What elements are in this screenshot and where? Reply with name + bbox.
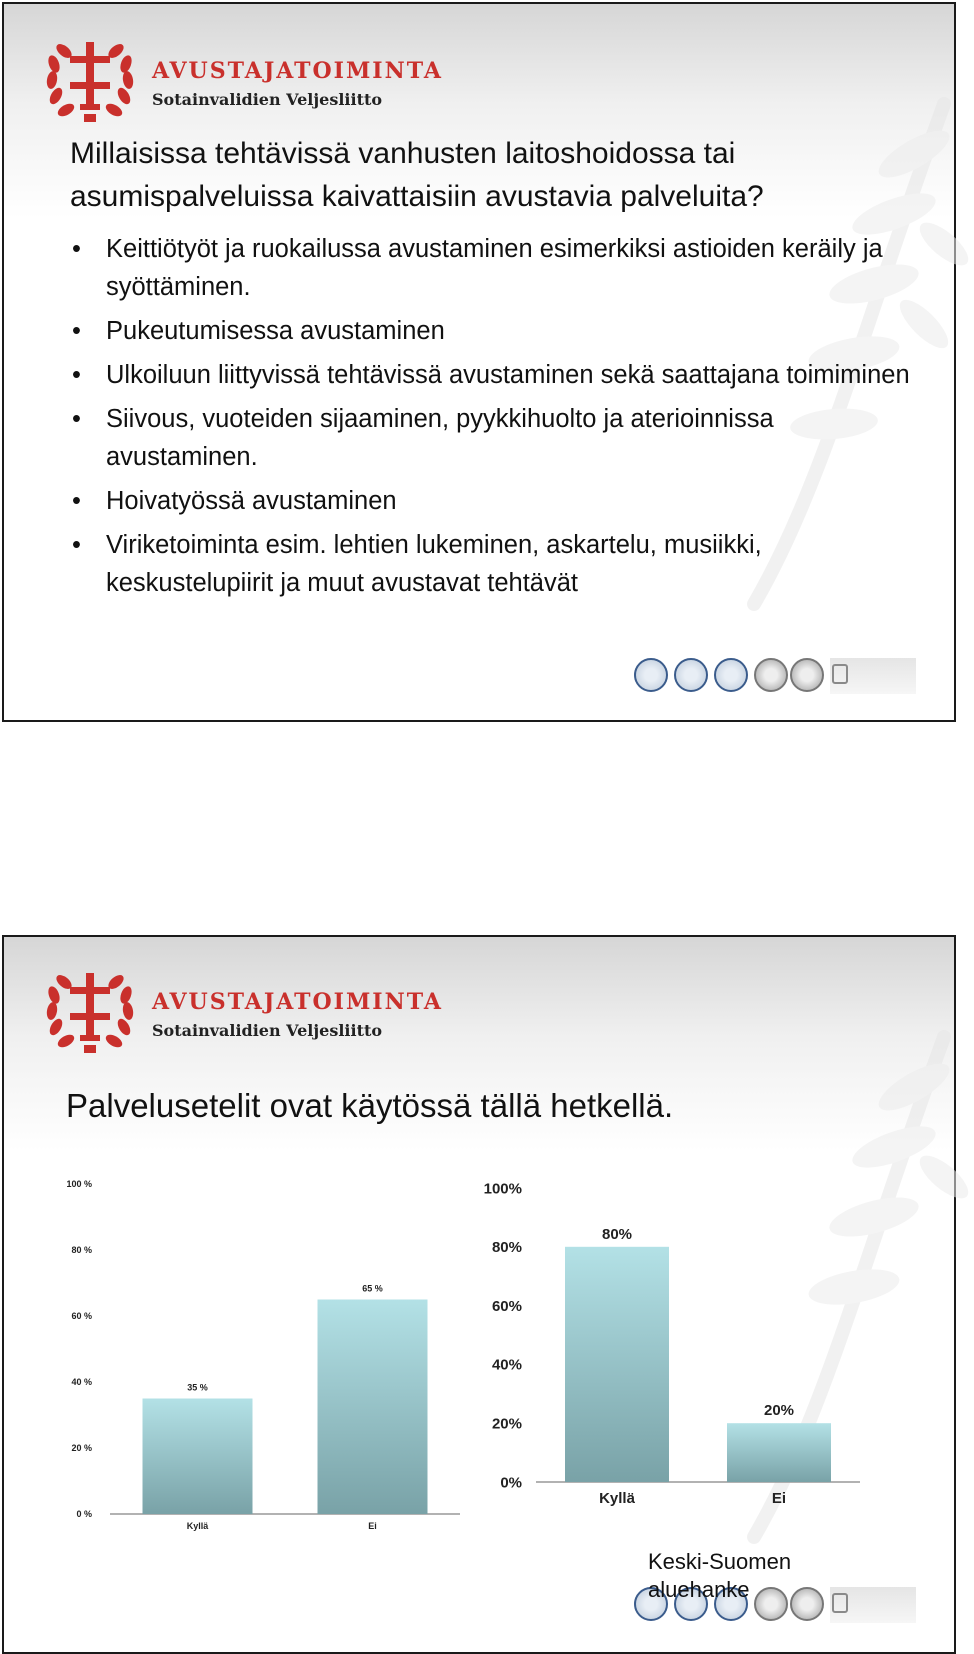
bar — [143, 1399, 253, 1515]
bullet-text: Ulkoiluun liittyvissä tehtävissä avustaminen sekä saattajana toimiminen — [106, 361, 910, 389]
bullet-glyph: • — [72, 361, 81, 389]
y-tick-label: 0% — [500, 1474, 522, 1492]
brand-logo — [40, 34, 443, 126]
bullet-text: Keittiötyöt ja ruokailussa avustaminen esimerkiksi astioiden keräily ja syöttäminen. — [106, 235, 883, 301]
bullet-item — [70, 312, 920, 350]
bar — [565, 1247, 669, 1482]
x-tick-label: Kyllä — [186, 1521, 209, 1531]
partner-emblem-icon — [634, 658, 668, 692]
y-tick-label: 40% — [491, 1356, 522, 1374]
footer-note: Keski-Suomen aluehanke — [648, 1549, 792, 1602]
partner-v-shield-icon — [674, 658, 708, 692]
bullet-glyph: • — [72, 487, 81, 515]
y-tick-label: 100 % — [66, 1179, 92, 1190]
ely-centre-logo — [830, 658, 916, 694]
y-tick-label: 80 % — [71, 1245, 92, 1256]
bar — [318, 1300, 428, 1515]
brand-logo — [40, 965, 443, 1057]
slide-1-heading: Millaisissa tehtävissä vanhusten laitoshoidossa tai asumispalveluissa kaivattaisiin avustavia palveluita? — [70, 137, 764, 213]
ely-mark-icon — [832, 664, 848, 684]
bullet-glyph: • — [72, 317, 81, 345]
bullet-glyph: • — [72, 235, 81, 263]
chart-right — [483, 1170, 910, 1510]
x-tick-label: Kyllä — [599, 1490, 635, 1507]
x-tick-label: Ei — [771, 1490, 787, 1507]
laurel-emblem-icon — [40, 34, 140, 126]
brand-title: AVUSTAJATOIMINTA — [152, 58, 443, 84]
brand-subtitle: Sotainvalidien Veljesliitto — [152, 1021, 383, 1040]
y-tick-label: 0 % — [76, 1509, 92, 1520]
bullet-item — [70, 526, 920, 602]
bullet-text: Hoivatyössä avustaminen — [106, 487, 397, 515]
y-tick-label: 20 % — [71, 1443, 92, 1454]
bullet-item — [70, 482, 920, 520]
partner-cross-icon — [790, 658, 824, 692]
bullet-glyph: • — [72, 405, 81, 433]
brand-title: AVUSTAJATOIMINTA — [152, 989, 443, 1015]
data-label: 20% — [763, 1402, 795, 1420]
slide-2-heading: Palvelusetelit ovat käytössä tällä hetkellä. — [66, 1087, 674, 1124]
data-label: 80% — [601, 1225, 633, 1243]
laurel-emblem-icon — [40, 965, 140, 1057]
partner-logos — [630, 656, 920, 700]
data-label: 35 % — [187, 1382, 208, 1393]
bullet-text: Siivous, vuoteiden sijaaminen, pyykkihuolto ja aterioinnissa avustaminen. — [106, 405, 774, 471]
brand-subtitle: Sotainvalidien Veljesliitto — [152, 90, 383, 109]
bullet-item — [70, 356, 920, 394]
y-tick-label: 60 % — [71, 1311, 92, 1322]
y-tick-label: 80% — [491, 1239, 522, 1257]
y-tick-label: 40 % — [71, 1377, 92, 1388]
data-label: 65 % — [362, 1283, 383, 1294]
slide-1 — [2, 2, 956, 722]
x-tick-label: Ei — [368, 1521, 377, 1531]
partner-badge-icon — [714, 658, 748, 692]
bullet-glyph: • — [72, 531, 81, 559]
bullet-item — [70, 400, 920, 476]
chart-left — [60, 1170, 470, 1530]
bullet-text: Pukeutumisessa avustaminen — [106, 317, 445, 345]
y-tick-label: 100% — [483, 1180, 522, 1198]
y-tick-label: 60% — [491, 1297, 522, 1315]
y-tick-label: 20% — [491, 1415, 522, 1433]
bullet-list — [70, 230, 920, 608]
bar — [727, 1423, 831, 1482]
bullet-text: Viriketoiminta esim. lehtien lukeminen, askartelu, musiikki, keskustelupiirit ja muut avustavat tehtävät — [106, 531, 762, 597]
partner-globe-icon — [754, 658, 788, 692]
bullet-item — [70, 230, 920, 306]
